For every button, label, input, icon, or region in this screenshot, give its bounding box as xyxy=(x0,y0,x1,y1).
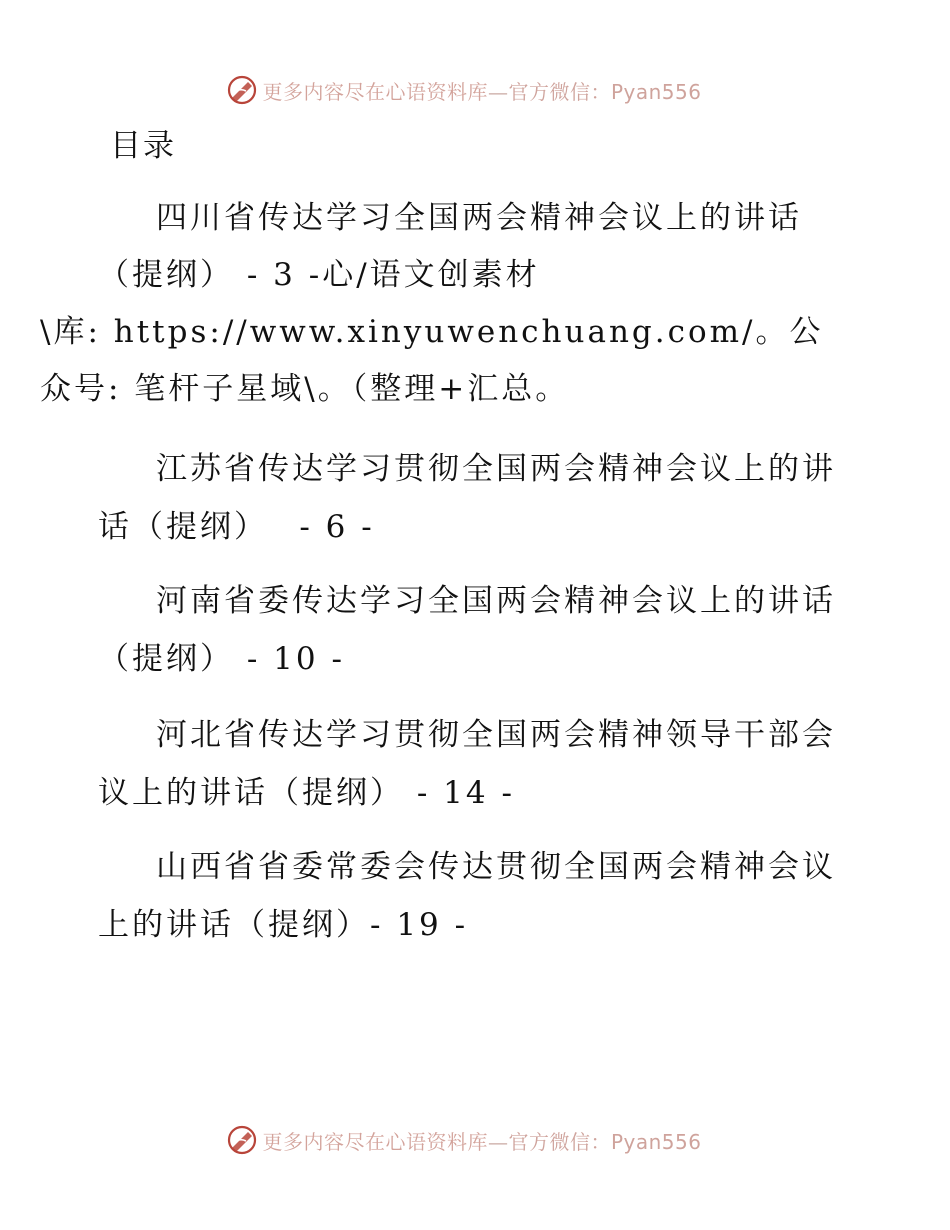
toc-entry: 山西省省委常委会传达贯彻全国两会精神会议上的讲话（提纲）- 19 - xyxy=(98,849,836,943)
header-banner xyxy=(0,70,950,110)
banner-text: 更多内容尽在心语资料库—官方微信：Pyan556 xyxy=(262,1129,702,1154)
footer-banner xyxy=(0,1120,950,1160)
toc-entry: 四川省传达学习全国两会精神会议上的讲话（提纲） - 3 -心/语文创素材 \库: https://www.xinyuwenchuang.com/。公众号: 笔杆子星域\。（整理+汇总。 xyxy=(98,190,843,418)
toc-title: 目录 xyxy=(110,128,176,164)
pen-logo-icon xyxy=(226,1124,258,1156)
toc-entry: 河南省委传达学习全国两会精神会议上的讲话（提纲） - 10 - xyxy=(98,583,836,677)
toc-entry: 江苏省传达学习贯彻全国两会精神会议上的讲话（提纲） - 6 - xyxy=(98,451,836,545)
banner-text: 更多内容尽在心语资料库—官方微信：Pyan556 xyxy=(262,79,702,104)
toc-entry-extra: \库: https://www.xinyuwenchuang.com/。公众号: 笔杆子星域\。（整理+汇总。 xyxy=(40,314,824,407)
pen-logo-icon xyxy=(226,74,258,106)
toc-entry: 河北省传达学习贯彻全国两会精神领导干部会议上的讲话（提纲） - 14 - xyxy=(98,717,836,811)
